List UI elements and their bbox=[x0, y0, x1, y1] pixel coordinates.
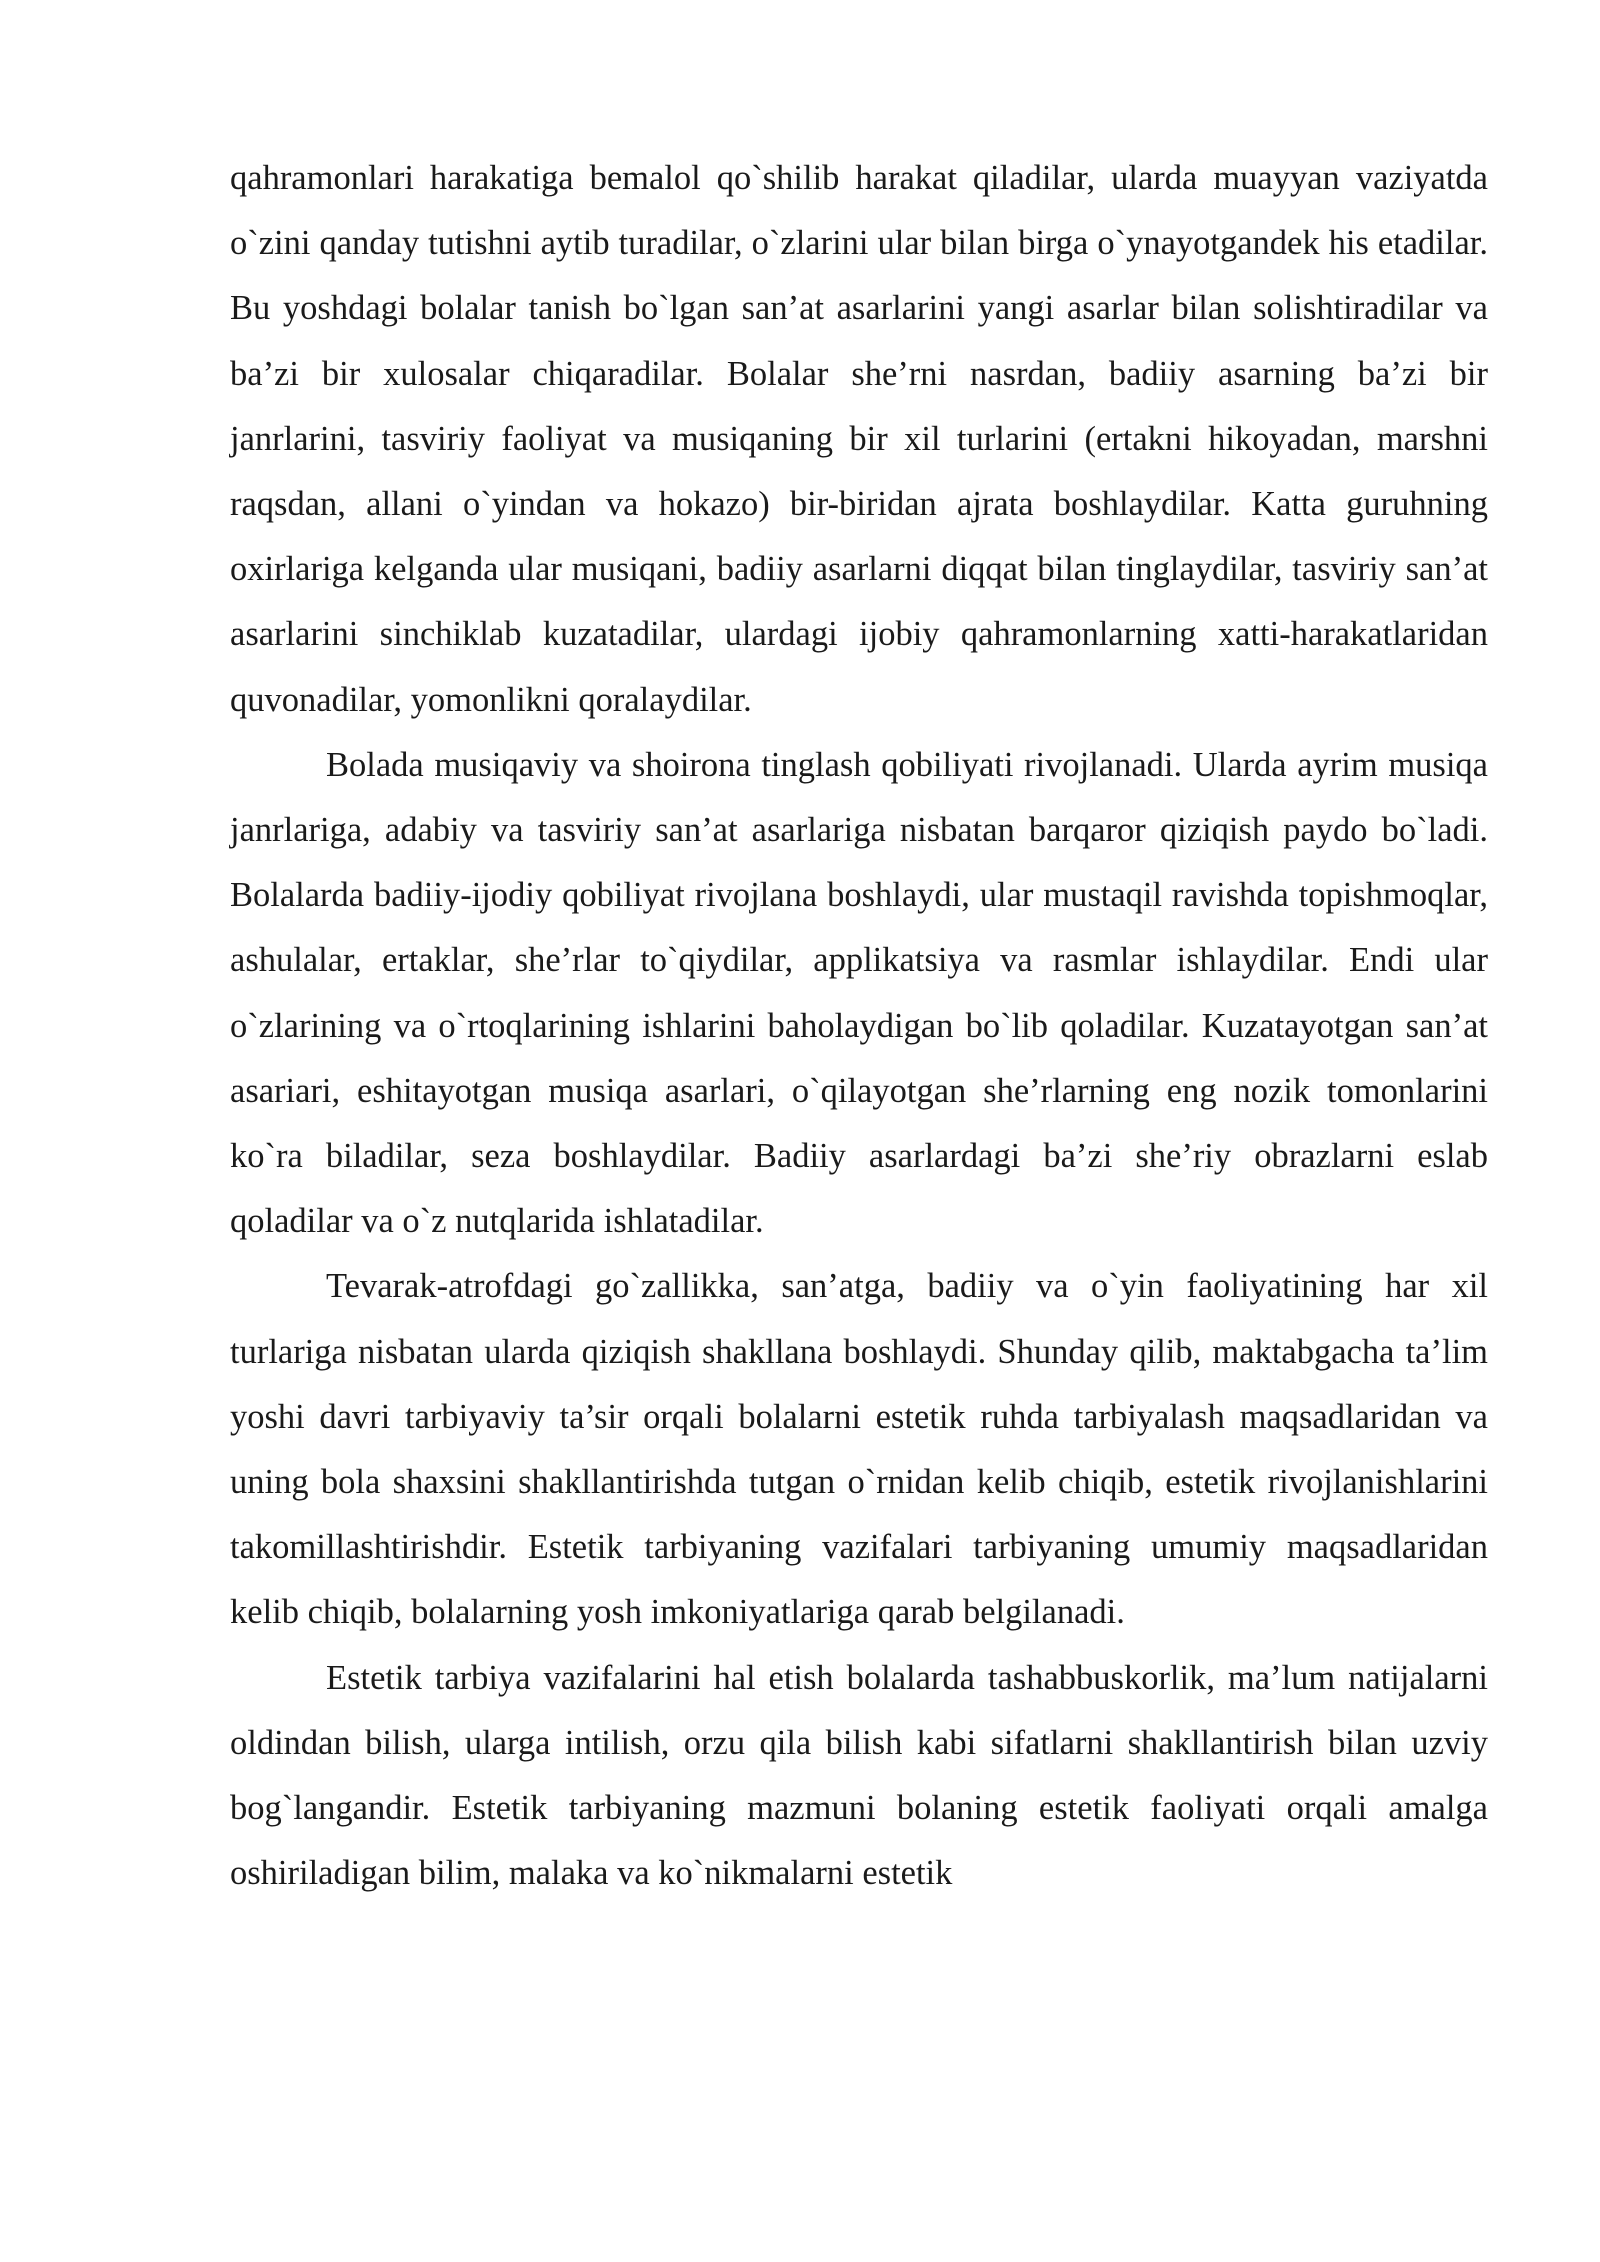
paragraph-continuation: qahramonlari harakatiga bemalol qo`shilib harakat qiladilar, ularda muayyan vaziyatda o`zini qanday tutishni aytib turadilar, o`zlarini ular bilan birga o`ynayotgandek his etadilar. Bu yoshdagi bolalar tanish bo`lgan san’at asarlarini yangi asarlar bilan solishtiradilar va ba’zi bir xulosalar chiqaradilar. Bolalar she’rni nasrdan, badiiy asarning ba’zi bir janrlarini, tasviriy faoliyat va musiqaning bir xil turlarini (ertakni hikoyadan, marshni raqsdan, allani o`yindan va hokazo) bir-biridan ajrata boshlaydilar. Katta guruhning oxirlariga kelganda ular musiqani, badiiy asarlarni diqqat bilan tinglaydilar, tasviriy san’at asarlarini sinchiklab kuzatadilar, ulardagi ijobiy qahramonlarning xatti-harakatlaridan quvonadilar, yomonlikni qoralaydilar. bbox=[230, 159, 1488, 719]
paragraph: Bolada musiqaviy va shoirona tinglash qobiliyati rivojlanadi. Ularda ayrim musiqa janrlariga, adabiy va tasviriy san’at asarlariga nisbatan barqaror qiziqish paydo bo`ladi. Bolalarda badiiy-ijodiy qobiliyat rivojlana boshlaydi, ular mustaqil ravishda topishmoqlar, ashulalar, ertaklar, she’rlar to`qiydilar, applikatsiya va rasmlar ishlaydilar. Endi ular o`zlarining va o`rtoqlarining ishlarini baholaydigan bo`lib qoladilar. Kuzatayotgan san’at asariari, eshitayotgan musiqa asarlari, o`qilayotgan she’rlarning eng nozik tomonlarini ko`ra biladilar, seza boshlaydilar. Badiiy asarlardagi ba’zi she’riy obrazlarni eslab qoladilar va o`z nutqlarida ishlatadilar. bbox=[230, 745, 1488, 1241]
paragraph: Estetik tarbiya vazifalarini hal etish bolalarda tashabbuskorlik, ma’lum natijalarni oldindan bilish, ularga intilish, orzu qila bilish kabi sifatlarni shakllantirish bilan uzviy bog`langandir. Estetik tarbiyaning mazmuni bolaning estetik faoliyati orqali amalga oshiriladigan bilim, malaka va ko`nikmalarni estetik bbox=[230, 1658, 1488, 1893]
paragraph: Tevarak-atrofdagi go`zallikka, san’atga, badiiy va o`yin faoliyatining har xil turlariga nisbatan ularda qiziqish shakllana boshlaydi. Shunday qilib, maktabgacha ta’lim yoshi davri tarbiyaviy ta’sir orqali bolalarni estetik ruhda tarbiyalash maqsadlaridan va uning bola shaxsini shakllantirishda tutgan o`rnidan kelib chiqib, estetik rivojlanishlarini takomillashtirishdir. Estetik tarbiyaning vazifalari tarbiyaning umumiy maqsadlaridan kelib chiqib, bolalarning yosh imkoniyatlariga qarab belgilanadi. bbox=[230, 1267, 1488, 1632]
document-body bbox=[230, 146, 1488, 1906]
